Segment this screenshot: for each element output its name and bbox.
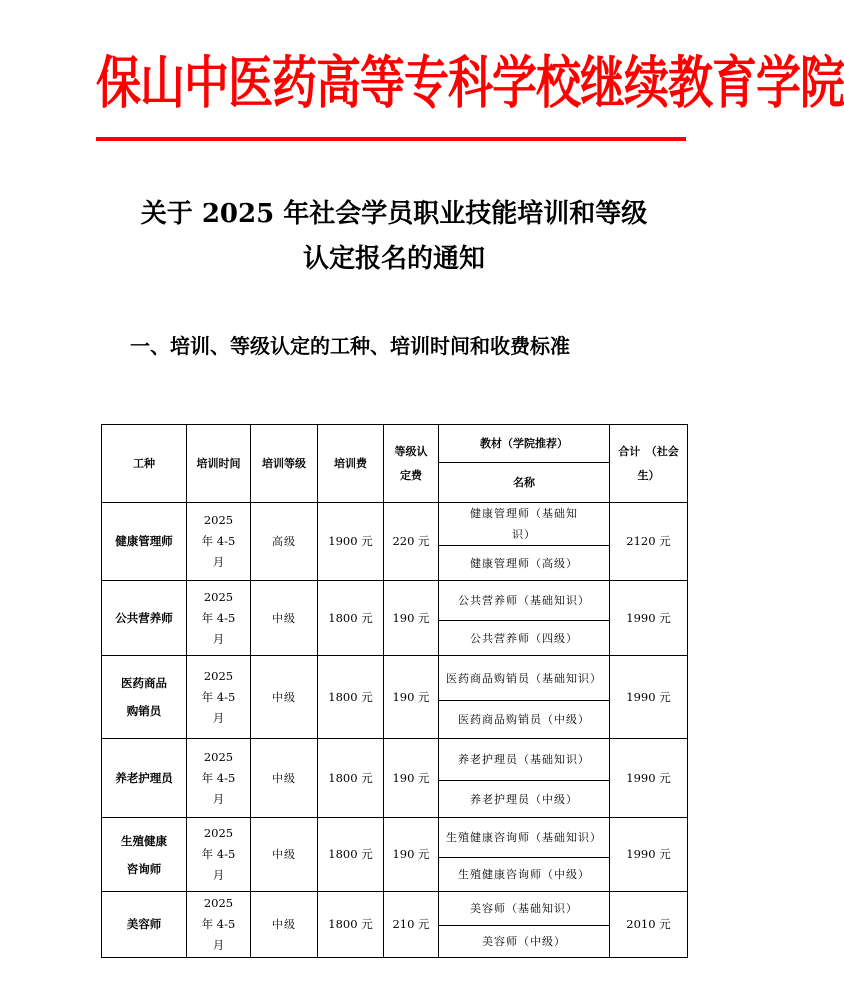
cell-cert-fee: 190 元 <box>384 818 439 892</box>
cell-total: 2010 元 <box>610 892 688 958</box>
cell-time: 2025 年 4-5 月 <box>187 581 251 656</box>
header-training-fee: 培训费 <box>318 425 384 503</box>
header-cert-fee: 等级认定费 <box>384 425 439 503</box>
cell-time: 2025 年 4-5 月 <box>187 503 251 581</box>
cell-cert-fee: 190 元 <box>384 656 439 739</box>
cell-time: 2025 年 4-5 月 <box>187 892 251 958</box>
cell-total: 1990 元 <box>610 818 688 892</box>
cell-book-level: 医药商品购销员（中级） <box>439 701 610 739</box>
header-job: 工种 <box>102 425 187 503</box>
cell-cert-fee: 210 元 <box>384 892 439 958</box>
cell-book-level: 公共营养师（四级） <box>439 621 610 656</box>
org-letterhead-title: 保山中医药高等专科学校继续教育学院 <box>96 49 844 116</box>
header-total: 合计 （社会生） <box>610 425 688 503</box>
table-row <box>102 739 688 781</box>
header-level: 培训等级 <box>251 425 318 503</box>
cell-book-level: 生殖健康咨询师（中级） <box>439 858 610 892</box>
cell-total: 1990 元 <box>610 739 688 818</box>
document-title-line1: 关于 2025 年社会学员职业技能培训和等级 <box>140 199 648 229</box>
cell-training-fee: 1800 元 <box>318 739 384 818</box>
cell-level: 中级 <box>251 581 318 656</box>
cell-book-basic: 生殖健康咨询师（基础知识） <box>439 818 610 858</box>
cell-time: 2025 年 4-5 月 <box>187 739 251 818</box>
cell-training-fee: 1800 元 <box>318 656 384 739</box>
cell-time: 2025 年 4-5 月 <box>187 818 251 892</box>
cell-training-fee: 1800 元 <box>318 892 384 958</box>
cell-cert-fee: 190 元 <box>384 739 439 818</box>
cell-training-fee: 1800 元 <box>318 818 384 892</box>
table-row <box>102 656 688 701</box>
cell-book-basic: 养老护理员（基础知识） <box>439 739 610 781</box>
header-textbook-name: 名称 <box>439 463 610 503</box>
cell-total: 1990 元 <box>610 656 688 739</box>
cell-cert-fee: 220 元 <box>384 503 439 581</box>
cell-book-basic: 美容师（基础知识） <box>439 892 610 926</box>
cell-job: 养老护理员 <box>102 739 187 818</box>
cell-book-basic: 公共营养师（基础知识） <box>439 581 610 621</box>
cell-level: 中级 <box>251 656 318 739</box>
table-header-row <box>102 425 688 463</box>
cell-cert-fee: 190 元 <box>384 581 439 656</box>
fee-table <box>101 424 688 958</box>
cell-job: 美容师 <box>102 892 187 958</box>
cell-book-basic: 医药商品购销员（基础知识） <box>439 656 610 701</box>
table-row <box>102 503 688 546</box>
cell-level: 中级 <box>251 818 318 892</box>
section-heading: 一、培训、等级认定的工种、培训时间和收费标准 <box>130 334 570 358</box>
cell-book-level: 美容师（中级） <box>439 926 610 958</box>
header-time: 培训时间 <box>187 425 251 503</box>
cell-level: 中级 <box>251 739 318 818</box>
cell-training-fee: 1900 元 <box>318 503 384 581</box>
cell-job: 公共营养师 <box>102 581 187 656</box>
cell-time: 2025 年 4-5 月 <box>187 656 251 739</box>
table-row <box>102 818 688 858</box>
header-textbook-group: 教材（学院推荐） <box>439 425 610 463</box>
cell-job: 生殖健康咨询师 <box>102 818 187 892</box>
cell-total: 2120 元 <box>610 503 688 581</box>
cell-job: 医药商品购销员 <box>102 656 187 739</box>
cell-book-basic: 健康管理师（基础知识） <box>439 503 610 546</box>
cell-book-level: 健康管理师（高级） <box>439 546 610 581</box>
cell-book-level: 养老护理员（中级） <box>439 781 610 818</box>
letterhead-red-rule <box>96 137 686 141</box>
cell-total: 1990 元 <box>610 581 688 656</box>
table-row <box>102 581 688 621</box>
cell-training-fee: 1800 元 <box>318 581 384 656</box>
cell-job: 健康管理师 <box>102 503 187 581</box>
cell-level: 高级 <box>251 503 318 581</box>
document-title-line2: 认定报名的通知 <box>302 244 485 274</box>
table-row <box>102 892 688 926</box>
cell-level: 中级 <box>251 892 318 958</box>
